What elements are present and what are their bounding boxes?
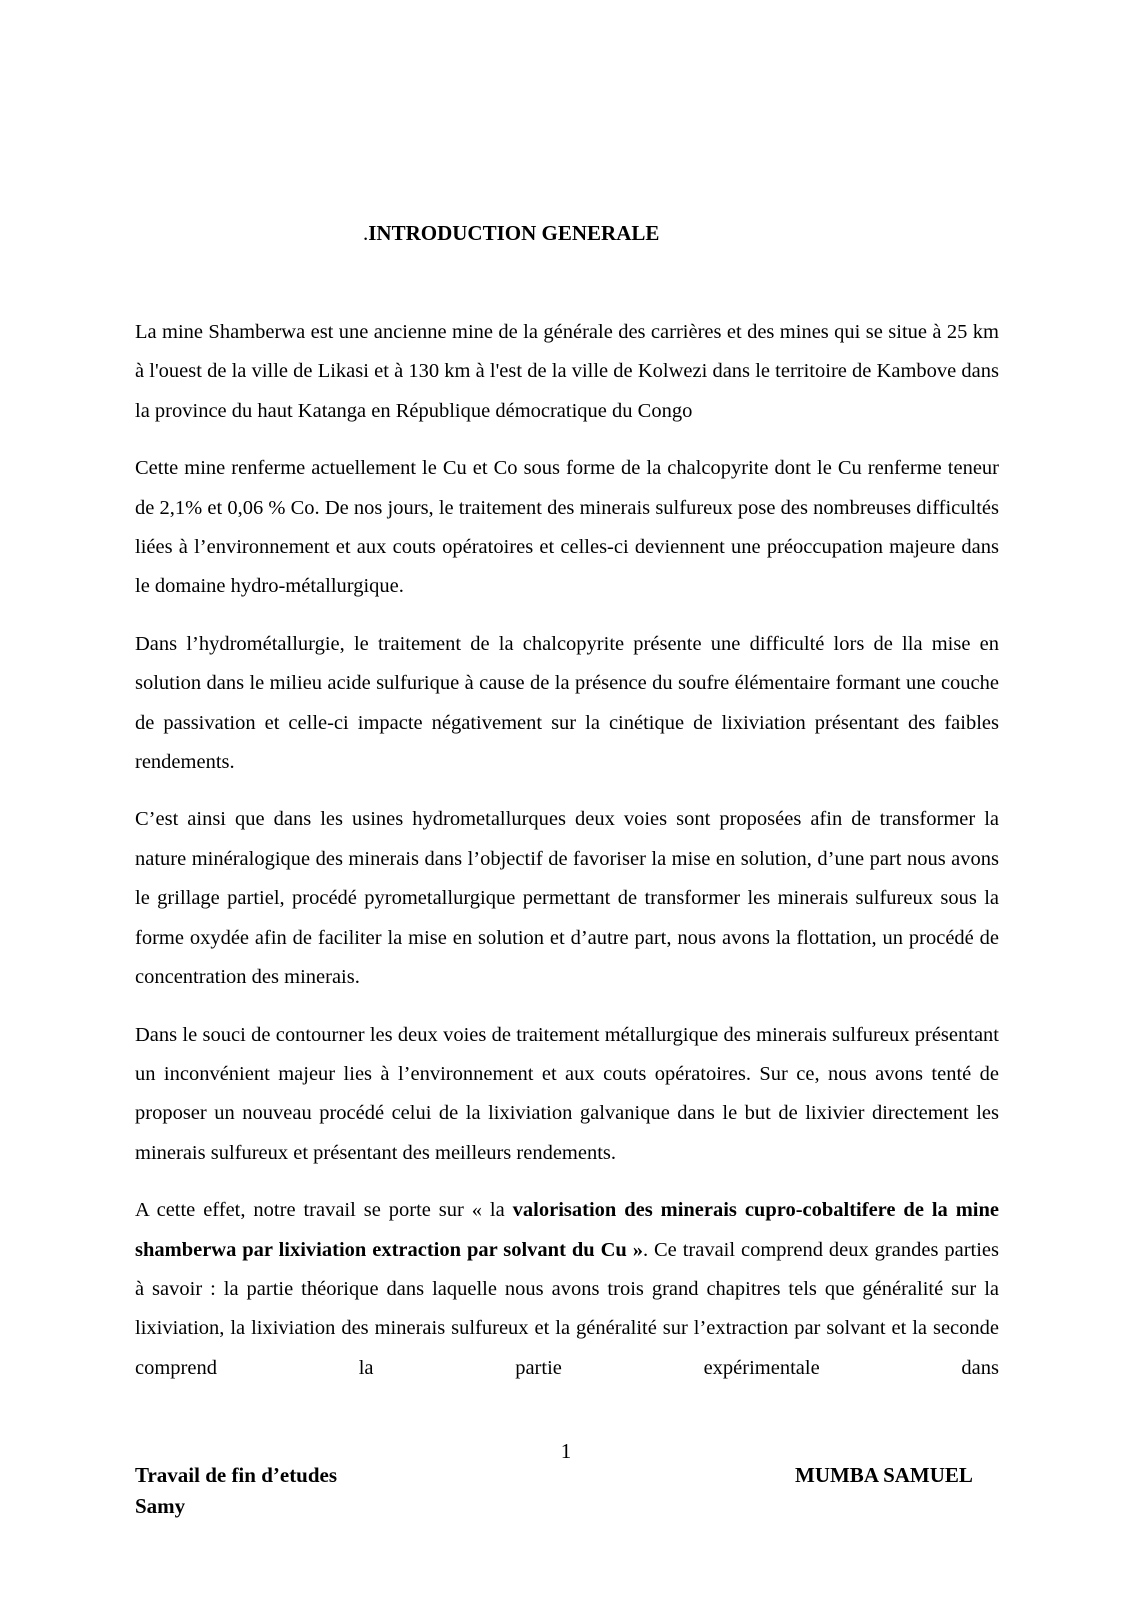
title-text: INTRODUCTION GENERALE [368, 221, 660, 245]
paragraph-6-rest: . Ce travail comprend deux grandes parties à savoir : la partie théorique dans laquelle nous avons trois grand chapitres tels que généralité sur la lixiviation, la lixiviation des minerais sulfureux et la généralité sur l’extraction par solvant et la seconde comprend la partie expérimentale dans [135, 1238, 999, 1379]
page-title [363, 220, 659, 246]
footer-author-nickname: Samy [135, 1494, 186, 1518]
body-text [135, 313, 999, 1406]
paragraph-1: La mine Shamberwa est une ancienne mine de la générale des carrières et des mines qui se situe à 25 km à l'ouest de la ville de Likasi et à 130 km à l'est de la ville de Kolwezi dans le territoire de Kambove dans la province du haut Katanga en République démocratique du Congo [135, 321, 999, 422]
paragraph-2: Cette mine renferme actuellement le Cu et Co sous forme de la chalcopyrite dont le Cu renferme teneur de 2,1% et 0,06 % Co. De nos jours, le traitement des minerais sulfureux pose des nombreuses difficultés liées à l’environnement et aux couts opératoires et celles-ci deviennent une préoccupation majeure dans le domaine hydro-métallurgique. [135, 457, 999, 598]
paragraph-3: Dans l’hydrométallurgie, le traitement de la chalcopyrite présente une difficulté lors de lla mise en solution dans le milieu acide sulfurique à cause de la présence du soufre élémentaire formant une couche de passivation et celle-ci impacte négativement sur la cinétique de lixiviation présentant des faibles rendements. [135, 632, 999, 774]
footer-left [135, 1460, 337, 1522]
page-number: 1 [560, 1439, 572, 1463]
footer-work-label: Travail de fin d’etudes [135, 1463, 338, 1487]
paragraph-6 [135, 1191, 999, 1388]
title-prefix: . [363, 221, 369, 245]
paragraph-6-intro: A cette effet, notre travail se porte sur « la [135, 1199, 513, 1222]
paragraph-5: Dans le souci de contourner les deux voies de traitement métallurgique des minerais sulfureux présentant un inconvénient majeur lies à l’environnement et aux couts opératoires. Sur ce, nous avons tenté de proposer un nouveau procédé celui de la lixiviation galvanique dans le but de lixivier directement les minerais sulfureux et présentant des meilleurs rendements. [135, 1023, 999, 1164]
footer-author-name: MUMBA SAMUEL [795, 1463, 973, 1487]
work-title-bold: valorisation des minerais cupro-cobaltifere de la mine shamberwa par lixiviation extraction par solvant du Cu » [135, 1199, 999, 1261]
paragraph-4: C’est ainsi que dans les usines hydrometallurques deux voies sont proposées afin de transformer la nature minéralogique des minerais dans l’objectif de favoriser la mise en solution, d’une part nous avons le grillage partiel, procédé pyrometallurgique permettant de transformer les minerais sulfureux sous la forme oxydée afin de faciliter la mise en solution et d’autre part, nous avons la flottation, un procédé de concentration des minerais. [135, 808, 999, 989]
